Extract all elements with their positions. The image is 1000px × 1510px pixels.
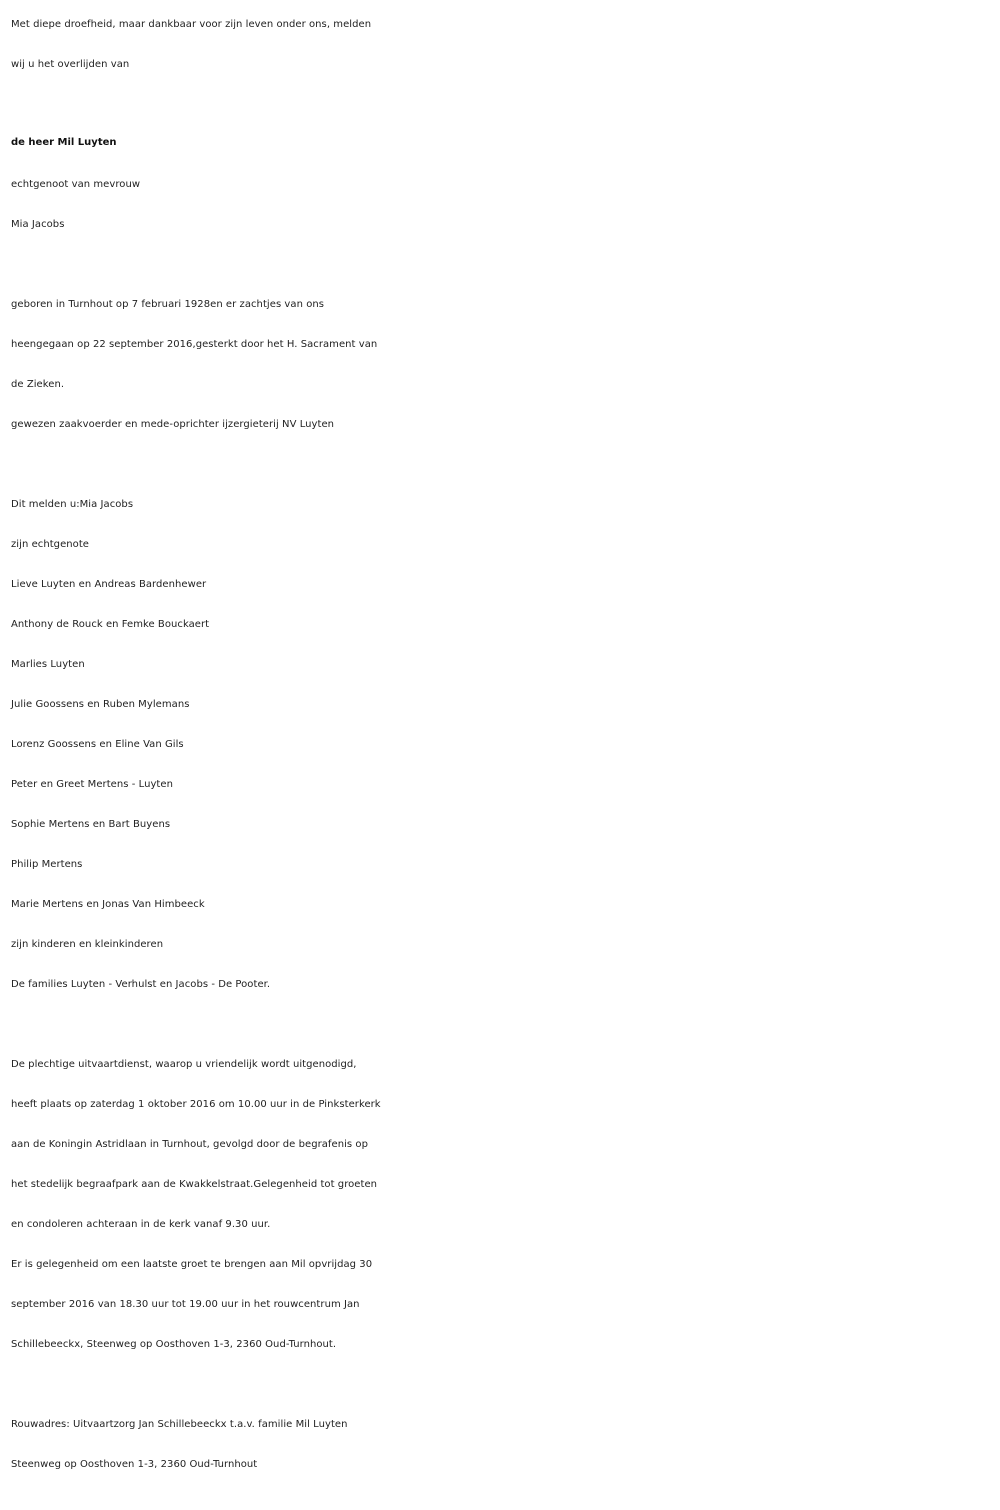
intro-line: Met diepe droefheid, maar dankbaar voor zijn leven onder ons, melden — [11, 19, 372, 30]
family-line: zijn kinderen en kleinkinderen — [11, 939, 164, 950]
spouse-line: echtgenoot van mevrouw — [11, 179, 141, 190]
family-line: zijn echtgenote — [11, 539, 90, 550]
intro-paragraph — [11, 5, 991, 85]
life-details-line: heengegaan op 22 september 2016,gesterkt door het H. Sacrament van — [11, 339, 378, 350]
funeral-line: Er is gelegenheid om een laatste groet te brengen aan Mil opvrijdag 30 — [11, 1259, 373, 1270]
paragraph-gap — [11, 245, 991, 285]
funeral-line: en condoleren achteraan in de kerk vanaf 9.30 uur. — [11, 1219, 271, 1230]
intro-line: wij u het overlijden van — [11, 59, 130, 70]
family-line: De families Luyten - Verhulst en Jacobs - De Pooter. — [11, 979, 271, 990]
family-line: Julie Goossens en Ruben Mylemans — [11, 699, 190, 710]
family-list — [11, 485, 991, 1005]
address-line: Steenweg op Oosthoven 1-3, 2360 Oud-Turnhout — [11, 1459, 258, 1470]
paragraph-gap — [11, 1365, 991, 1405]
spouse-line: Mia Jacobs — [11, 219, 65, 230]
paragraph-gap — [11, 445, 991, 485]
funeral-line: Schillebeeckx, Steenweg op Oosthoven 1-3, 2360 Oud-Turnhout. — [11, 1339, 337, 1350]
spouse-block — [11, 165, 991, 245]
deceased-name: de heer Mil Luyten — [11, 137, 117, 148]
life-details-line: geboren in Turnhout op 7 februari 1928en er zachtjes van ons — [11, 299, 325, 310]
life-details-line: de Zieken. — [11, 379, 65, 390]
funeral-line: De plechtige uitvaartdienst, waarop u vriendelijk wordt uitgenodigd, — [11, 1059, 357, 1070]
family-line: Lieve Luyten en Andreas Bardenhewer — [11, 579, 207, 590]
life-details-line: gewezen zaakvoerder en mede-oprichter ijzergieterij NV Luyten — [11, 419, 335, 430]
funeral-line: aan de Koningin Astridlaan in Turnhout, gevolgd door de begrafenis op — [11, 1139, 368, 1150]
funeral-line: heeft plaats op zaterdag 1 oktober 2016 om 10.00 uur in de Pinksterkerk — [11, 1099, 381, 1110]
family-line: Anthony de Rouck en Femke Bouckaert — [11, 619, 210, 630]
family-line: Peter en Greet Mertens - Luyten — [11, 779, 173, 790]
family-line: Dit melden u:Mia Jacobs — [11, 499, 134, 510]
funeral-paragraph — [11, 1045, 991, 1365]
obituary-notice — [11, 0, 991, 1485]
mourning-address — [11, 1405, 991, 1485]
family-line: Sophie Mertens en Bart Buyens — [11, 819, 171, 830]
family-line: Lorenz Goossens en Eline Van Gils — [11, 739, 184, 750]
life-details-paragraph — [11, 285, 991, 445]
funeral-line: september 2016 van 18.30 uur tot 19.00 uur in het rouwcentrum Jan — [11, 1299, 360, 1310]
family-line: Philip Mertens — [11, 859, 83, 870]
family-line: Marie Mertens en Jonas Van Himbeeck — [11, 899, 205, 910]
family-line: Marlies Luyten — [11, 659, 85, 670]
paragraph-gap — [11, 1005, 991, 1045]
address-line: Rouwadres: Uitvaartzorg Jan Schillebeeckx t.a.v. familie Mil Luyten — [11, 1419, 348, 1430]
funeral-line: het stedelijk begraafpark aan de Kwakkelstraat.Gelegenheid tot groeten — [11, 1179, 378, 1190]
